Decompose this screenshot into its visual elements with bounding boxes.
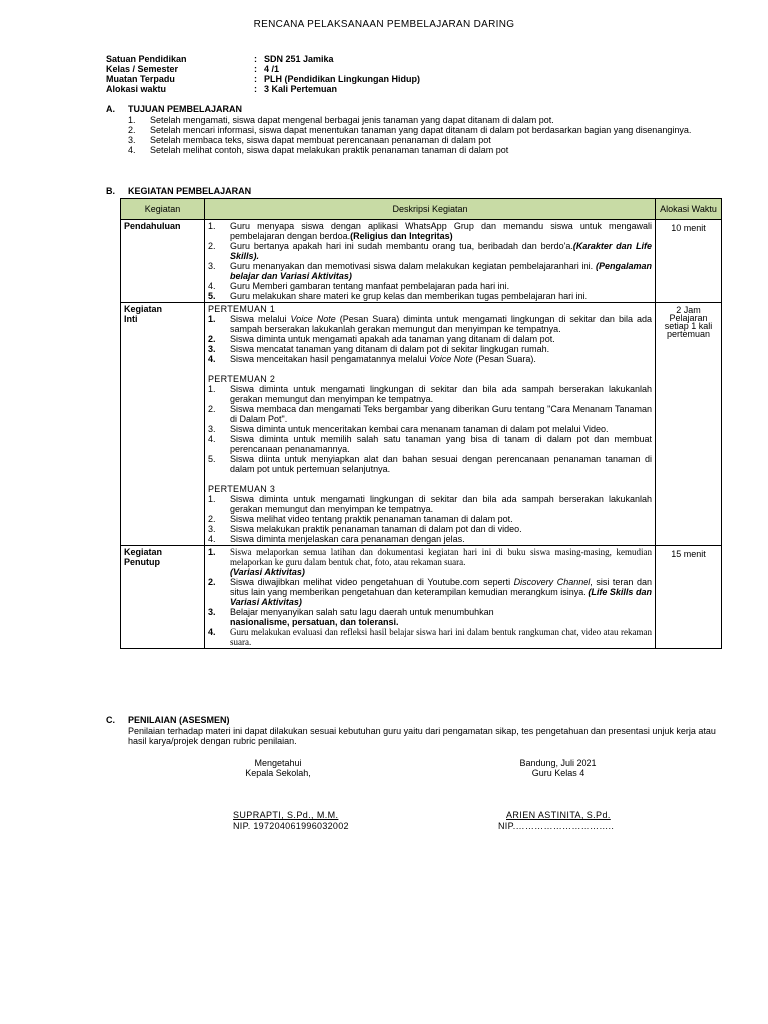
signature-left-name bbox=[233, 810, 338, 820]
list-item bbox=[208, 547, 652, 577]
list-item bbox=[208, 454, 652, 474]
identity-row bbox=[106, 64, 420, 74]
identity-key: Alokasi waktu bbox=[106, 84, 167, 94]
objective-item bbox=[128, 125, 720, 135]
item-text: Siswa diminta untuk menceritakan kembai cara menanam tanaman di dalam pot melalui Video. bbox=[230, 424, 609, 434]
activity-label bbox=[121, 546, 205, 649]
label-line: Penutup bbox=[124, 557, 160, 567]
meeting-title: PERTEMUAN 1 bbox=[208, 304, 276, 314]
item-body: Guru bertanya apakah hari ini sudah membantu orang tua, beribadah dan berdo'a. bbox=[230, 241, 573, 251]
header-alokasi: Alokasi Waktu bbox=[656, 199, 722, 220]
objective-item bbox=[128, 145, 720, 155]
label-line: Kegiatan bbox=[124, 547, 163, 557]
list-item bbox=[208, 334, 652, 344]
list-item bbox=[208, 291, 652, 301]
signature-role: Guru Kelas 4 bbox=[531, 768, 585, 778]
meeting-title: PERTEMUAN 3 bbox=[208, 484, 276, 494]
activity-description bbox=[205, 546, 656, 649]
item-text: Setelah mencari informasi, siswa dapat menentukan tanaman yang dapat ditanam di dalam pot berdasarkan bagian yang disenanginya. bbox=[150, 125, 692, 135]
item-body: (Pesan Suara). bbox=[472, 354, 536, 364]
item-tag: nasionalisme, persatuan, dan toleransi. bbox=[230, 617, 399, 627]
item-number: 2. bbox=[208, 241, 216, 251]
list-item bbox=[208, 354, 652, 364]
identity-colon: : bbox=[254, 74, 257, 84]
item-number: 5. bbox=[208, 454, 216, 464]
activity-time: 15 menit bbox=[656, 546, 722, 649]
item-emphasis: Discovery Channel bbox=[513, 577, 591, 587]
identity-row bbox=[106, 74, 420, 84]
identity-colon: : bbox=[254, 84, 257, 94]
section-letter: A. bbox=[106, 104, 115, 114]
signature-right-nip: NIP.………………………….. bbox=[498, 821, 615, 831]
list-item bbox=[208, 314, 652, 334]
objectives-list bbox=[128, 115, 720, 155]
item-body: Guru menyapa siswa dengan aplikasi WhatsApp Grup dan memandu siswa untuk mengawali pembelajaran dengan berdoa. bbox=[230, 221, 652, 241]
section-a-heading bbox=[106, 104, 242, 114]
item-number: 4. bbox=[208, 281, 216, 291]
table-row-penutup bbox=[121, 546, 722, 649]
item-number: 2. bbox=[208, 577, 216, 587]
item-tag: (Pengalaman belajar dan Variasi Aktivitas) bbox=[230, 261, 652, 281]
list-item bbox=[208, 627, 652, 647]
item-body: Siswa melalui bbox=[230, 314, 291, 324]
objective-item bbox=[128, 115, 720, 125]
meeting-title: PERTEMUAN 2 bbox=[208, 374, 276, 384]
item-text bbox=[230, 261, 652, 281]
activity-time: 2 Jam Pelajaran setiap 1 kali pertemuan bbox=[656, 303, 722, 546]
list-item bbox=[208, 241, 652, 261]
item-number: 4. bbox=[208, 534, 216, 544]
identity-key: Kelas / Semester bbox=[106, 64, 179, 74]
activity-label bbox=[121, 303, 205, 546]
list-item bbox=[208, 607, 652, 627]
table-row-pendahuluan bbox=[121, 220, 722, 303]
item-emphasis: Voice Note bbox=[429, 354, 473, 364]
list-item bbox=[208, 494, 652, 514]
section-letter: C. bbox=[106, 715, 115, 725]
identity-value: SDN 251 Jamika bbox=[264, 54, 334, 64]
activity-table bbox=[120, 198, 722, 649]
header-deskripsi: Deskripsi Kegiatan bbox=[205, 199, 656, 220]
item-number: 5. bbox=[208, 291, 216, 301]
item-number: 2. bbox=[208, 334, 216, 344]
section-title: PENILAIAN (ASESMEN) bbox=[128, 715, 230, 725]
item-number: 3. bbox=[208, 344, 216, 354]
item-tag: (Variasi Aktivitas) bbox=[230, 567, 305, 577]
identity-key: Muatan Terpadu bbox=[106, 74, 175, 84]
list-item bbox=[208, 514, 652, 524]
item-body: Guru menanyakan dan memotivasi siswa dalam melakukan kegiatan pembelajaranhari ini. bbox=[230, 261, 594, 271]
item-number: 3. bbox=[208, 524, 216, 534]
signature-caption: Mengetahui bbox=[254, 758, 302, 768]
activity-description bbox=[205, 303, 656, 546]
section-c-heading bbox=[106, 715, 230, 725]
item-number: 2. bbox=[208, 514, 216, 524]
activity-label: Pendahuluan bbox=[121, 220, 205, 303]
identity-value: 4 /1 bbox=[264, 64, 280, 74]
signer-name: ARIEN ASTINITA, S.Pd. bbox=[506, 810, 611, 820]
item-number: 4. bbox=[128, 145, 136, 155]
list-item bbox=[208, 424, 652, 434]
item-number: 1. bbox=[208, 221, 216, 231]
item-text: Setelah mengamati, siswa dapat mengenal berbagai jenis tanaman yang dapat ditanam di dalam pot. bbox=[150, 115, 554, 125]
identity-row bbox=[106, 54, 420, 64]
label-line: Inti bbox=[124, 314, 138, 324]
identity-block bbox=[106, 54, 420, 94]
item-emphasis: Voice Note bbox=[290, 314, 336, 324]
section-letter: B. bbox=[106, 186, 115, 196]
item-number: 1. bbox=[208, 547, 216, 557]
item-text bbox=[230, 314, 652, 334]
list-item bbox=[208, 524, 652, 534]
item-text bbox=[230, 221, 652, 241]
section-b-heading bbox=[106, 186, 251, 196]
list-item bbox=[208, 221, 652, 241]
item-number: 2. bbox=[128, 125, 136, 135]
item-tag: (Karakter dan Life Skills). bbox=[230, 241, 652, 261]
item-body: (Pesan Suara) diminta untuk mengamati lingkungan di sekitar dan bila ada sampah berserakan lakukanlah gerakan memungut dan menyimpan ke tempatnya. bbox=[230, 314, 652, 334]
item-tag: (Religius dan Integritas) bbox=[350, 231, 453, 241]
item-text: Siswa melihat video tentang praktik penanaman tanaman di dalam pot. bbox=[230, 514, 513, 524]
signature-right bbox=[488, 758, 628, 778]
signature-left-nip: NIP. 197204061996032002 bbox=[233, 821, 349, 831]
item-number: 1. bbox=[208, 494, 216, 504]
item-text bbox=[230, 607, 652, 627]
identity-colon: : bbox=[254, 64, 257, 74]
assessment-text: Penilaian terhadap materi ini dapat dilakukan sesuai kebutuhan guru yaitu dari pengamatan sikap, tes pengetahuan dan presentasi unjuk kerja atau hasil karya/projek dengan rubric penilaian. bbox=[128, 726, 716, 746]
item-number: 3. bbox=[208, 607, 216, 617]
item-text bbox=[230, 577, 652, 607]
item-text: Setelah membaca teks, siswa dapat membuat perencanaan penanaman di dalam pot bbox=[150, 135, 491, 145]
signature-right-name bbox=[506, 810, 611, 820]
section-title: KEGIATAN PEMBELAJARAN bbox=[128, 186, 252, 196]
table-header-row bbox=[121, 199, 722, 220]
item-text: Siswa diminta untuk mengamati lingkungan di sekitar dan bila ada sampah berserakan lakukanlah gerakan memungut dan menyimpan ke tempatnya. bbox=[230, 494, 652, 514]
list-item bbox=[208, 281, 652, 291]
identity-row bbox=[106, 84, 420, 94]
list-item bbox=[208, 344, 652, 354]
item-number: 3. bbox=[208, 261, 216, 271]
item-number: 1. bbox=[208, 384, 216, 394]
list-item bbox=[208, 261, 652, 281]
list-item bbox=[208, 384, 652, 404]
item-number: 4. bbox=[208, 627, 216, 637]
item-text: Siswa diminta untuk memilih salah satu tanaman yang bisa di tanam di dalam pot dan membuat perencanaan penanamannya. bbox=[230, 434, 652, 454]
item-text: Siswa melakukan praktik penanaman tanaman di dalam pot dan di video. bbox=[230, 524, 522, 534]
list-item bbox=[208, 534, 652, 544]
item-number: 4. bbox=[208, 354, 216, 364]
signature-role: Kepala Sekolah, bbox=[245, 768, 311, 778]
identity-value: 3 Kali Pertemuan bbox=[264, 84, 338, 94]
item-text bbox=[230, 241, 652, 261]
item-text: Guru melakukan share materi ke grup kelas dan memberikan tugas pembelajaran hari ini. bbox=[230, 291, 588, 301]
item-body: Siswa menceitakan hasil pengamatannya melalui bbox=[230, 354, 430, 364]
item-text: Siswa mencatat tanaman yang ditanam di dalam pot di sekitar lingkugan rumah. bbox=[230, 344, 550, 354]
item-text: Siswa membaca dan mengamati Teks bergambar yang diberikan Guru tentang "Cara Menanam Tanaman di Dalam Pot". bbox=[230, 404, 652, 424]
section-title: TUJUAN PEMBELAJARAN bbox=[128, 104, 243, 114]
signature-place-date: Bandung, Juli 2021 bbox=[519, 758, 597, 768]
identity-value: PLH (Pendidikan Lingkungan Hidup) bbox=[264, 74, 420, 84]
activity-description bbox=[205, 220, 656, 303]
item-text bbox=[230, 547, 652, 577]
item-text: Siswa diminta menjelaskan cara penanaman dengan jelas. bbox=[230, 534, 465, 544]
item-body: Belajar menyanyikan salah satu lagu daerah untuk menumbuhkan bbox=[230, 607, 494, 617]
item-number: 1. bbox=[128, 115, 136, 125]
item-body: Siswa diwajibkan melihat video pengetahuan di Youtube.com seperti bbox=[230, 577, 514, 587]
item-text: Siswa diinta untuk menyiapkan alat dan bahan sesuai dengan perencanaan penanaman tanaman di dalam pot untuk pertemuan selanjutnya. bbox=[230, 454, 652, 474]
signer-name: SUPRAPTI, S.Pd., M.M. bbox=[233, 810, 339, 820]
item-number: 3. bbox=[128, 135, 136, 145]
item-number: 1. bbox=[208, 314, 216, 324]
item-number: 2. bbox=[208, 404, 216, 414]
table-row-inti bbox=[121, 303, 722, 546]
item-number: 3. bbox=[208, 424, 216, 434]
list-item bbox=[208, 434, 652, 454]
list-item bbox=[208, 577, 652, 607]
item-text bbox=[230, 354, 652, 364]
list-item bbox=[208, 404, 652, 424]
item-text: Guru melakukan evaluasi dan refleksi hasil belajar siswa hari ini dalam bentuk rangkuman chat, video atau rekaman suara. bbox=[230, 627, 652, 647]
item-text: Guru Memberi gambaran tentang manfaat pembelajaran pada hari ini. bbox=[230, 281, 510, 291]
item-tag: (Life Skills dan Variasi Aktivitas) bbox=[230, 587, 653, 607]
item-body: Siswa melaporkan semua latihan dan dokumentasi kegiatan hari ini di buku siswa masing-masing, kemudian melaporkan ke guru dalam bentuk chat, foto, atau rekaman suara. bbox=[230, 547, 652, 567]
label-line: Kegiatan bbox=[124, 304, 163, 314]
item-text: Siswa diminta untuk mengamati lingkungan di sekitar dan bila ada sampah berserakan lakukanlah gerakan memungut dan menyimpan ke tempatnya. bbox=[230, 384, 652, 404]
item-text: Setelah melihat contoh, siswa dapat melakukan praktik penanaman tanaman di dalam pot bbox=[150, 145, 509, 155]
signature-left bbox=[208, 758, 348, 778]
objective-item bbox=[128, 135, 720, 145]
identity-key: Satuan Pendidikan bbox=[106, 54, 187, 64]
identity-colon: : bbox=[254, 54, 257, 64]
item-number: 4. bbox=[208, 434, 216, 444]
item-body: , sisi teran dan situs lain yang memberikan pengetahuan dan keterampilan kemudian merangkum isinya. bbox=[230, 577, 652, 597]
header-kegiatan: Kegiatan bbox=[121, 199, 205, 220]
activity-time: 10 menit bbox=[656, 220, 722, 303]
document-title: RENCANA PELAKSANAAN PEMBELAJARAN DARING bbox=[253, 19, 515, 30]
item-text: Siswa diminta untuk mengamati apakah ada tanaman yang ditanam di dalam pot. bbox=[230, 334, 555, 344]
